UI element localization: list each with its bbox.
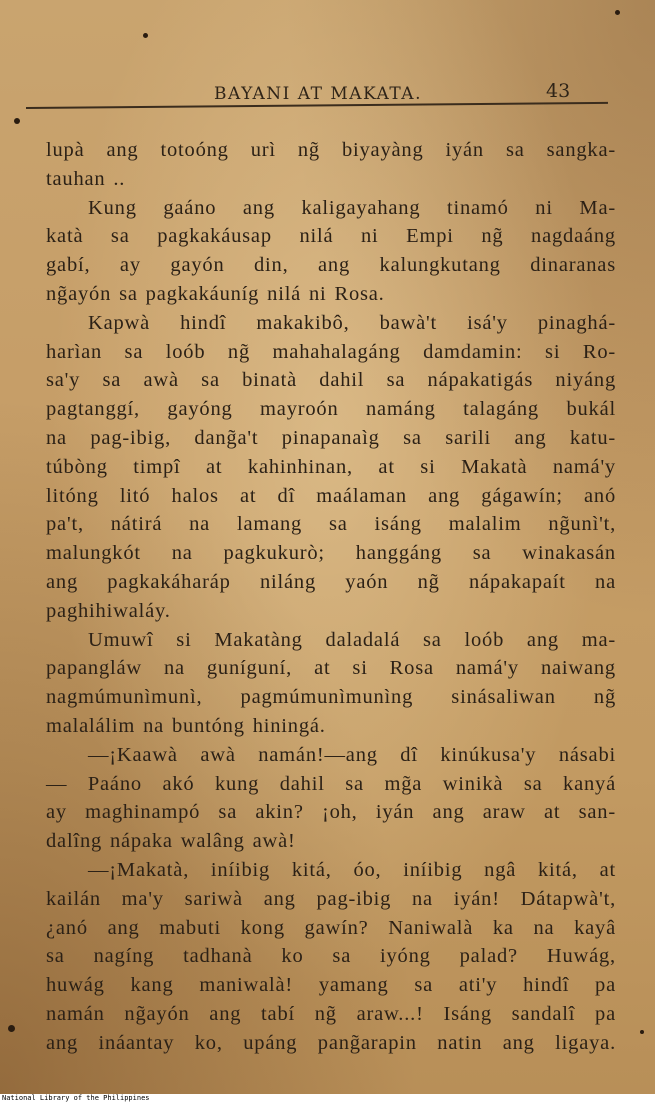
text-line: huwág kang maniwalà! yamang sa ati'y hindî pa: [46, 974, 616, 997]
text-line: ang pagkakáharáp niláng yaón ng̃ nápakapaít na: [46, 570, 616, 593]
text-line: gabí, ay gayón din, ang kalungkutang dinaranas: [46, 254, 616, 277]
text-line: malalálim na buntóng hiningá.: [46, 714, 326, 737]
text-line: papangláw na guníguní, at si Rosa namá'y naiwang: [46, 657, 616, 680]
body-text: [46, 136, 616, 1058]
text-line: túbòng timpî at kahinhinan, at si Makatà namá'y: [46, 455, 616, 478]
ink-speck: [14, 118, 20, 124]
text-line: —¡Kaawà awà namán!—ang dî kinúkusa'y násabi: [88, 743, 616, 766]
text-line: katà sa pagkakáusap nilá ni Empi ng̃ nagdaáng: [46, 225, 616, 248]
text-line: litóng litó halos at dî maálaman ang gágawín; anó: [46, 484, 616, 507]
text-line: — Paáno akó kung dahil sa mg̃a winikà sa kanyá: [46, 772, 616, 795]
text-line: Umuwî si Makatàng daladalá sa loób ang ma-: [88, 628, 616, 651]
ink-speck: [8, 1025, 15, 1032]
text-line: Kung gaáno ang kaligayahang tinamó ni Ma-: [88, 196, 616, 219]
ink-speck: [143, 33, 148, 38]
text-line: pa't, nátirá na lamang sa isáng malalim ng̃unì't,: [46, 513, 616, 536]
scan-credit: National Library of the Philippines: [2, 1094, 150, 1102]
text-line: na pag-ibig, dang̃a't pinapanaìg sa sarili ang katu-: [46, 426, 616, 449]
text-line: malungkót na pagkukurò; hanggáng sa winakasán: [46, 542, 616, 565]
page-number: 43: [546, 80, 571, 102]
text-line: namán ng̃ayón ang tabí ng̃ araw...! Isáng sandalî pa: [46, 1002, 616, 1025]
ink-speck: [640, 1030, 644, 1034]
text-line: Kapwà hindî makakibô, bawà't isá'y pinaghá-: [88, 311, 616, 334]
running-title: BAYANI AT MAKATA.: [214, 84, 422, 104]
text-line: ng̃ayón sa pagkakáuníg nilá ni Rosa.: [46, 282, 385, 305]
text-line: sa'y sa awà sa binatà dahil sa nápakatigás niyáng: [46, 369, 616, 392]
ink-speck: [615, 10, 620, 15]
text-line: ay maghinampó sa akin? ¡oh, iyán ang araw at san-: [46, 801, 616, 824]
text-line: sa nagíng tadhanà ko sa iyóng palad? Huwág,: [46, 945, 616, 968]
text-line: ¿anó ang mabuti kong gawín? Naniwalà ka na kayâ: [46, 916, 616, 939]
text-line: harìan sa loób ng̃ mahahalagáng damdamin: si Ro-: [46, 340, 616, 363]
text-line: paghihiwaláy.: [46, 599, 171, 622]
text-line: ang ináantay ko, upáng pang̃arapin natin ang ligaya.: [46, 1031, 616, 1054]
text-line: pagtanggí, gayóng mayroón namáng talagáng bukál: [46, 398, 616, 421]
text-line: kailán ma'y sariwà ang pag-ibig na iyán! Dátapwà't,: [46, 887, 616, 910]
text-line: nagmúmunìmunì, pagmúmunìmunìng sinásaliwan ng̃: [46, 686, 616, 709]
text-line: dalîng nápaka walâng awà!: [46, 830, 296, 853]
text-line: tauhan ..: [46, 167, 126, 190]
text-line: lupà ang totoóng urì ng̃ biyayàng iyán sa sangka-: [46, 139, 616, 161]
text-line: —¡Makatà, iníibig kitá, óo, iníibig ngâ kitá, at: [88, 858, 616, 881]
